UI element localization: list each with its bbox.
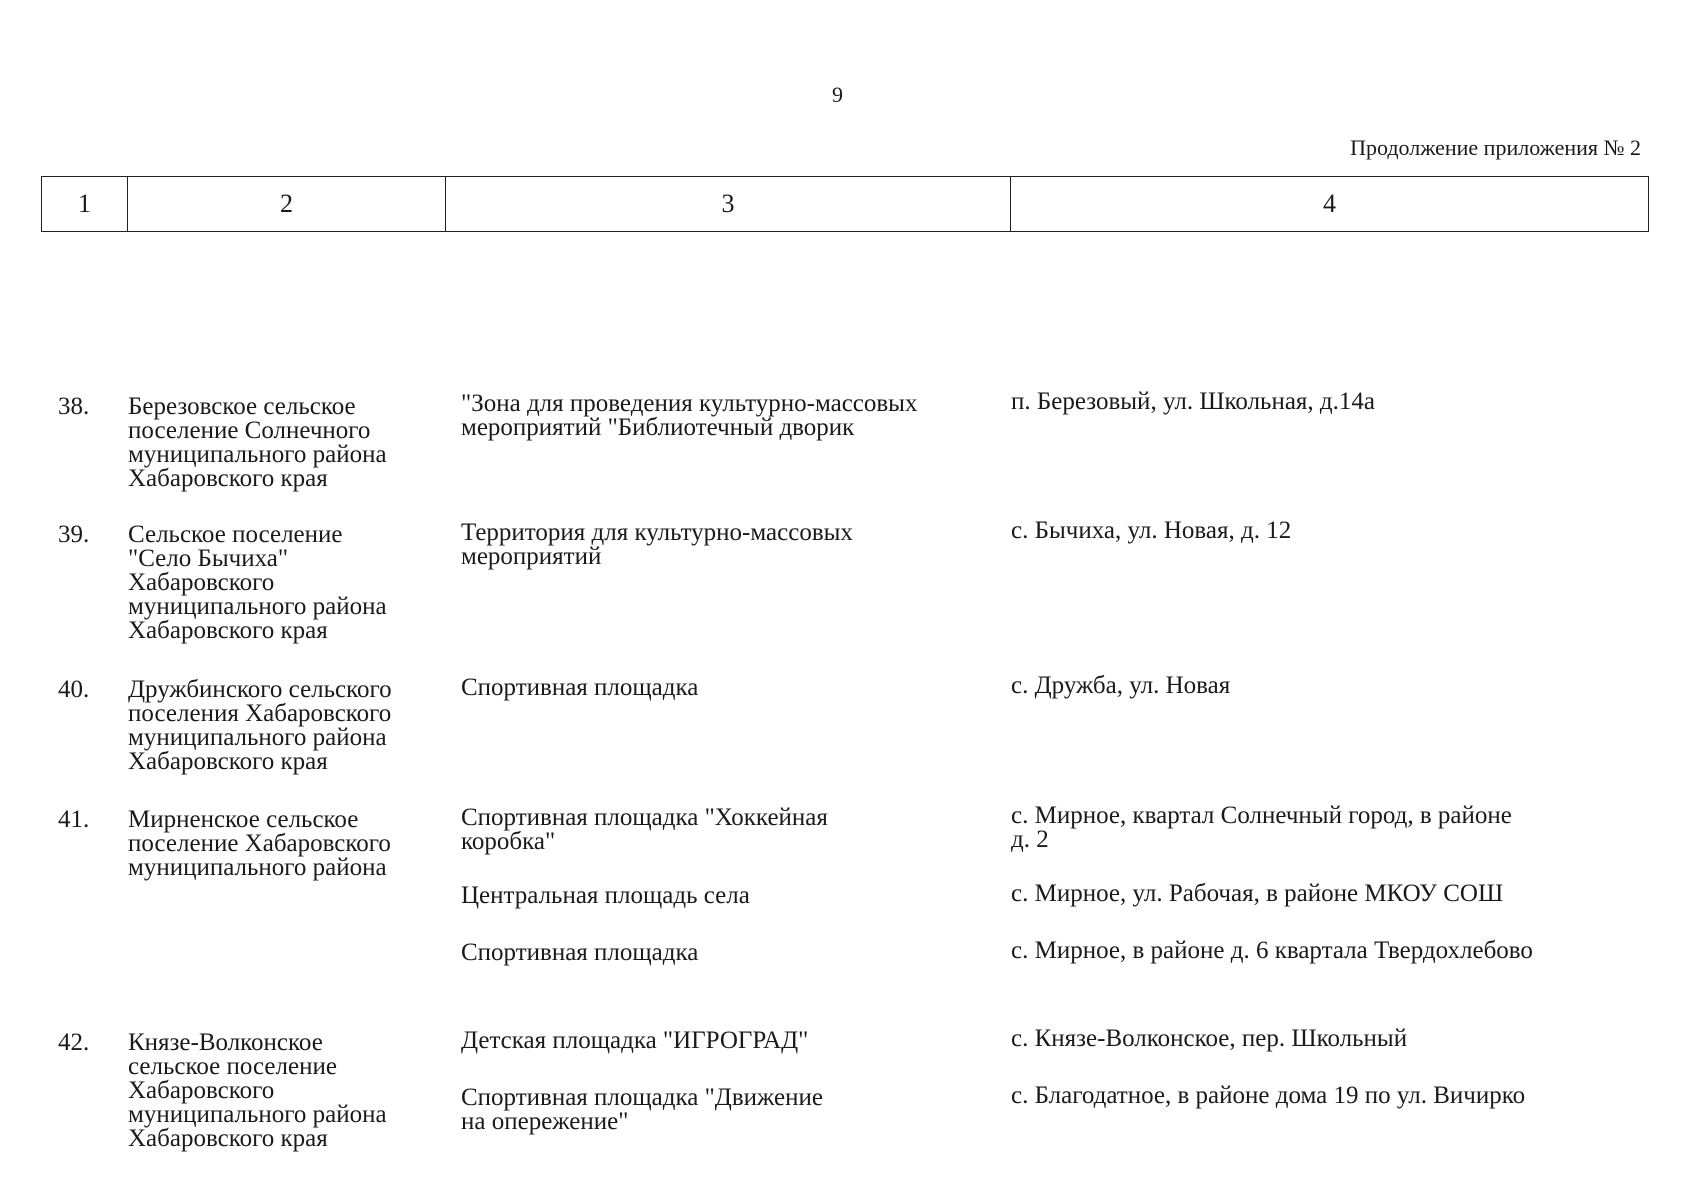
- place-address: с. Князе-Волконское, пер. Школьный: [1011, 1025, 1408, 1052]
- header-column-4: 4: [1323, 189, 1336, 218]
- header-column-1: 1: [42, 177, 128, 231]
- settlement-name: Березовское сельское поселение Солнечного муниципального района Хабаровского края: [128, 393, 387, 492]
- place-name: Спортивная площадка "Хоккейная коробка": [461, 804, 828, 855]
- settlement-name: Сельское поселение "Село Бычиха" Хабаровского муниципального района Хабаровского края: [128, 521, 387, 644]
- page-number: 9: [832, 82, 843, 107]
- header-column-3: 3: [446, 177, 1011, 231]
- place-name: Спортивная площадка: [461, 939, 699, 966]
- place-name: Спортивная площадка: [461, 674, 699, 701]
- place-name: Детская площадка "ИГРОГРАД": [461, 1027, 809, 1054]
- place-address: с. Мирное, квартал Солнечный город, в районе д. 2: [1011, 802, 1512, 853]
- place-name: "Зона для проведения культурно-массовых мероприятий "Библиотечный дворик: [461, 390, 918, 441]
- row-number: 42.: [58, 1029, 90, 1056]
- header-column-2: 2: [128, 177, 446, 231]
- row-number: 38.: [58, 393, 90, 420]
- place-name: Центральная площадь села: [461, 882, 750, 909]
- settlement-name: Дружбинского сельского поселения Хабаровского муниципального района Хабаровского края: [128, 676, 392, 775]
- place-address: с. Мирное, в районе д. 6 квартала Твердохлебово: [1011, 937, 1533, 964]
- place-address: с. Мирное, ул. Рабочая, в районе МКОУ СОШ: [1011, 880, 1504, 907]
- place-address: п. Березовый, ул. Школьная, д.14а: [1011, 388, 1376, 415]
- place-name: Спортивная площадка "Движение на опережение": [461, 1084, 823, 1135]
- place-name: Территория для культурно-массовых мероприятий: [461, 519, 853, 570]
- appendix-note: Продолжение приложения № 2: [1350, 135, 1641, 160]
- place-address: с. Бычиха, ул. Новая, д. 12: [1011, 517, 1292, 544]
- settlement-name: Мирненское сельское поселение Хабаровского муниципального района: [128, 806, 391, 881]
- settlement-name: Князе-Волконское сельское поселение Хабаровского муниципального района Хабаровского края: [128, 1029, 387, 1152]
- place-address: с. Дружба, ул. Новая: [1011, 672, 1231, 699]
- row-number: 41.: [58, 806, 90, 833]
- row-number: 40.: [58, 676, 90, 703]
- place-address: с. Благодатное, в районе дома 19 по ул. Вичирко: [1011, 1082, 1526, 1109]
- row-number: 39.: [58, 521, 90, 548]
